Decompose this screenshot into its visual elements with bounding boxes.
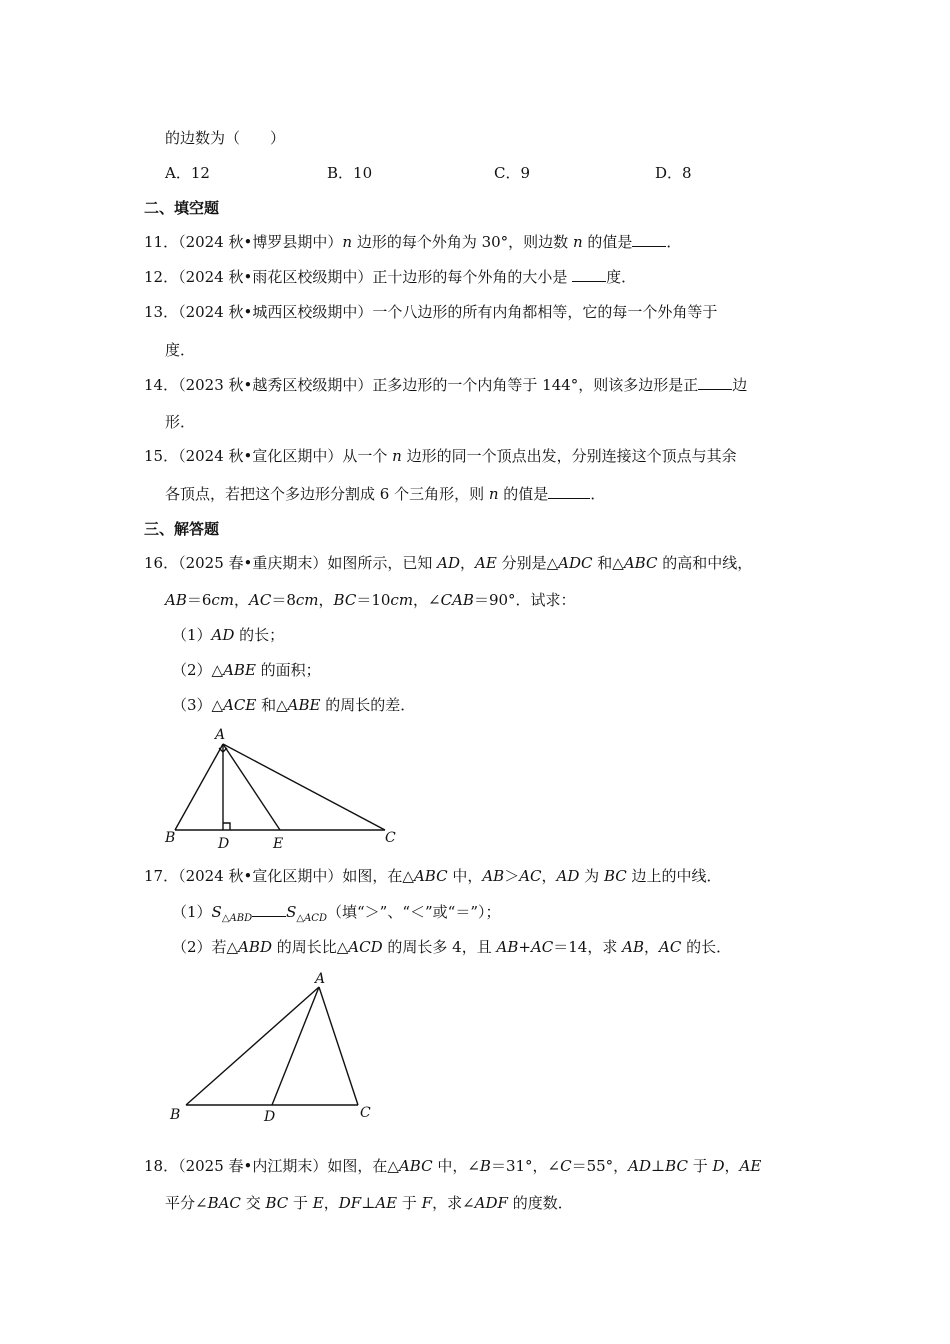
question-11 xyxy=(144,232,681,252)
fig17-label-c: C xyxy=(360,1105,371,1121)
q16-token: ， xyxy=(318,591,334,609)
q18-source: （2025 春•内江期末） xyxy=(178,1157,328,1175)
q11-var: n xyxy=(342,233,353,251)
q16-token: ＝10 xyxy=(356,591,391,609)
q16-number: 16． xyxy=(144,554,179,572)
fig17-label-b: B xyxy=(170,1107,181,1123)
q13-text: 一个八边形的所有内角都相等，它的每一个外角等于 xyxy=(372,303,718,321)
q18-l2-text: ，求∠ xyxy=(432,1194,475,1212)
q17-area-s2: S xyxy=(286,903,297,921)
q16-sub1-text: 的长； xyxy=(234,626,285,644)
q17-text: 如图，在△ xyxy=(342,867,414,885)
q13-number: 13． xyxy=(144,303,179,321)
q16-sub3-text: 和△ xyxy=(256,696,288,714)
q15-text2: 边形的同一个顶点出发，分别连接这个顶点与其余 xyxy=(401,447,737,465)
q17-sub2-text: + xyxy=(518,938,531,956)
q16-ae: AE xyxy=(475,554,497,572)
q17-sub2-text: 的周长比△ xyxy=(271,938,349,956)
q16-sub3-var: ACE xyxy=(223,696,257,714)
q11-source: （2024 秋•博罗县期中） xyxy=(178,233,343,251)
q16-token: cm xyxy=(295,591,319,609)
fig17-side-ab xyxy=(186,987,319,1105)
q16-sub2-text: 的面积； xyxy=(255,661,321,679)
q17-sub1-label: （1） xyxy=(172,903,212,921)
q18-l2-var: DF xyxy=(338,1194,362,1212)
answer-blank[interactable] xyxy=(252,902,286,917)
question-17 xyxy=(144,866,722,886)
q17-var: AC xyxy=(519,867,542,885)
q16-token: AC xyxy=(249,591,272,609)
q17-sub1 xyxy=(172,902,501,929)
q14-source: （2023 秋•越秀区校级期中） xyxy=(178,376,373,394)
q12-number: 12． xyxy=(144,268,179,286)
q12-tail: 度． xyxy=(606,268,637,286)
q16-token: ，∠ xyxy=(413,591,441,609)
q17-sub1-tail: （填“＞”、“＜”或“＝”）； xyxy=(326,903,501,921)
q12-source: （2024 秋•雨花区校级期中） xyxy=(178,268,373,286)
q16-token: cm xyxy=(211,591,235,609)
q16-sub1 xyxy=(172,625,284,645)
q18-var: B xyxy=(479,1157,491,1175)
q18-var: AE xyxy=(739,1157,762,1175)
q16-abc: ABC xyxy=(623,554,658,572)
q15-var: n xyxy=(392,447,402,465)
q14-text: 正多边形的一个内角等于 144°，则该多边形是正 xyxy=(372,376,699,394)
q16-sub2-var: ABE xyxy=(223,661,256,679)
q16-sub3-label: （3）△ xyxy=(172,696,224,714)
question-14 xyxy=(144,375,747,395)
q16-triangle-figure xyxy=(160,722,410,854)
q18-text: ＝31°，∠ xyxy=(490,1157,561,1175)
q16-source: （2025 春•重庆期末） xyxy=(178,554,328,572)
answer-blank[interactable] xyxy=(698,375,732,390)
fig17-side-ac xyxy=(319,987,358,1105)
q10-tail: 的边数为（ ） xyxy=(165,129,286,147)
q18-l2-text: 平分∠ xyxy=(165,1194,208,1212)
q15-line2-text2: 的值是 xyxy=(498,485,549,503)
q16-token: cm xyxy=(390,591,414,609)
fig16-label-b: B xyxy=(165,830,176,846)
q14-tail: 边 xyxy=(732,376,748,394)
q15-source: （2024 秋•宣化区期中） xyxy=(178,447,343,465)
q16-sub2-label: （2）△ xyxy=(172,661,224,679)
q17-number: 17． xyxy=(144,867,179,885)
q18-var: AD xyxy=(628,1157,652,1175)
q18-text: 于 xyxy=(687,1157,713,1175)
answer-blank[interactable] xyxy=(632,232,666,247)
q18-l2-text: 交 xyxy=(240,1194,266,1212)
q14-number: 14． xyxy=(144,376,179,394)
q18-l2-text: 于 xyxy=(397,1194,422,1212)
q11-text: 边形的每个外角为 30°，则边数 xyxy=(352,233,573,251)
q17-sub2-var: AB xyxy=(622,938,644,956)
q16-sep: ， xyxy=(460,554,476,572)
q17-var: AD xyxy=(556,867,580,885)
fig17-median-ad xyxy=(272,987,319,1105)
q18-text: 如图，在△ xyxy=(327,1157,399,1175)
q18-l2-var: E xyxy=(312,1194,324,1212)
q17-area-sub: △ABD xyxy=(221,913,253,924)
q16-token: ＝90°．试求： xyxy=(473,591,576,609)
q18-text: 中，∠ xyxy=(432,1157,480,1175)
q17-var: BC xyxy=(603,867,627,885)
fig16-median-ae xyxy=(223,744,280,830)
q16-line2 xyxy=(165,590,576,610)
q18-l2-var: BC xyxy=(265,1194,289,1212)
q11-number: 11． xyxy=(144,233,179,251)
fig17-label-a: A xyxy=(315,971,326,987)
q10-option-a: A．12 xyxy=(165,164,210,182)
q11-var2: n xyxy=(572,233,583,251)
fig16-label-c: C xyxy=(385,830,396,846)
q17-var: AB xyxy=(482,867,505,885)
q16-and: 和△ xyxy=(592,554,624,572)
q11-text2: 的值是 xyxy=(582,233,633,251)
fig16-side-ac xyxy=(223,744,385,830)
q17-triangle-figure xyxy=(160,965,390,1125)
q17-sub2-var: AB xyxy=(496,938,519,956)
q16-adc: ADC xyxy=(558,554,593,572)
q16-token: AB xyxy=(165,591,187,609)
q13-source: （2024 秋•城西区校级期中） xyxy=(178,303,373,321)
fig16-right-angle-d xyxy=(223,823,230,830)
q17-var: ABC xyxy=(413,867,448,885)
q16-token: BC xyxy=(333,591,357,609)
q18-var: C xyxy=(560,1157,572,1175)
q15-line2-end: ． xyxy=(590,485,606,503)
q17-area-sub2: △ACD xyxy=(296,913,327,924)
answer-blank[interactable] xyxy=(548,484,590,499)
q18-l2-var: AE xyxy=(375,1194,398,1212)
question-16 xyxy=(144,553,752,573)
q17-sub2-text: ＝14，求 xyxy=(553,938,623,956)
q18-l2-text: ⊥ xyxy=(361,1194,376,1212)
q17-sub2 xyxy=(172,937,731,957)
q17-area-s: S xyxy=(211,903,222,921)
q16-intro: 如图所示，已知 xyxy=(327,554,438,572)
q16-sub2 xyxy=(172,660,321,680)
q18-line2 xyxy=(165,1193,573,1213)
q16-end: 的高和中线， xyxy=(657,554,753,572)
q16-token: ， xyxy=(234,591,250,609)
q10-option-d: D．8 xyxy=(655,164,692,182)
q17-sub2-var: AC xyxy=(658,938,682,956)
answer-blank[interactable] xyxy=(572,267,606,282)
q18-var: ABC xyxy=(398,1157,433,1175)
q18-text: ， xyxy=(724,1157,740,1175)
q10-option-c: C．9 xyxy=(494,164,531,182)
q18-l2-var: BAC xyxy=(207,1194,241,1212)
q18-var: BC xyxy=(665,1157,688,1175)
q14-line2: 形． xyxy=(165,413,196,431)
fig17-label-d: D xyxy=(264,1109,276,1125)
q13-line2: 度． xyxy=(165,341,196,359)
q17-sub2-var: ABD xyxy=(238,938,272,956)
q17-text: 中， xyxy=(447,867,483,885)
q17-sub2-var: AC xyxy=(530,938,554,956)
q17-sub2-var: ACD xyxy=(348,938,383,956)
q16-ad: AD xyxy=(437,554,461,572)
q18-l2-text: 的度数． xyxy=(507,1194,573,1212)
q10-option-b: B．10 xyxy=(327,164,373,182)
q16-sub3-var2: ABE xyxy=(287,696,321,714)
q15-line2 xyxy=(165,484,605,504)
fig16-label-a: A xyxy=(215,727,226,743)
q16-token: ＝6 xyxy=(186,591,212,609)
section-solve-title: 三、解答题 xyxy=(144,520,220,538)
q17-text: ， xyxy=(541,867,557,885)
q16-token: CAB xyxy=(440,591,474,609)
q18-var: D xyxy=(712,1157,725,1175)
q12-text: 正十边形的每个外角的大小是 xyxy=(372,268,573,286)
q18-number: 18． xyxy=(144,1157,179,1175)
q17-text: 为 xyxy=(579,867,604,885)
q16-sub1-label: （1） xyxy=(172,626,212,644)
q17-sub2-text: （2）若△ xyxy=(172,938,239,956)
question-12 xyxy=(144,267,636,287)
q16-sub1-var: AD xyxy=(211,626,235,644)
q18-text: ＝55°， xyxy=(571,1157,629,1175)
q17-sub2-text: 的长． xyxy=(681,938,732,956)
question-13 xyxy=(144,302,717,322)
q17-source: （2024 秋•宣化区期中） xyxy=(178,867,343,885)
q18-text: ⊥ xyxy=(651,1157,666,1175)
q17-text: 边上的中线． xyxy=(626,867,722,885)
q15-number: 15． xyxy=(144,447,179,465)
fig16-side-ab xyxy=(175,744,223,830)
q11-end: ． xyxy=(666,233,682,251)
question-15 xyxy=(144,446,737,466)
q17-text: ＞ xyxy=(504,867,520,885)
section-fill-in-title: 二、填空题 xyxy=(144,199,220,217)
q18-l2-text: ， xyxy=(323,1194,339,1212)
q18-l2-var: ADF xyxy=(474,1194,508,1212)
q16-token: ＝8 xyxy=(271,591,296,609)
fig16-label-e: E xyxy=(273,836,284,852)
fig16-label-d: D xyxy=(218,836,230,852)
q15-line2-var: n xyxy=(488,485,499,503)
q16-sub3-text2: 的周长的差． xyxy=(320,696,416,714)
q17-sub2-text: 的周长多 4，且 xyxy=(382,938,497,956)
q15-line2-text: 各顶点，若把这个多边形分割成 6 个三角形，则 xyxy=(165,485,489,503)
question-18 xyxy=(144,1156,761,1176)
q18-l2-var: F xyxy=(421,1194,433,1212)
q15-text: 从一个 xyxy=(342,447,393,465)
q18-l2-text: 于 xyxy=(288,1194,313,1212)
q16-sub3 xyxy=(172,695,415,715)
q17-sub2-text: ， xyxy=(643,938,659,956)
q16-mid: 分别是△ xyxy=(496,554,559,572)
